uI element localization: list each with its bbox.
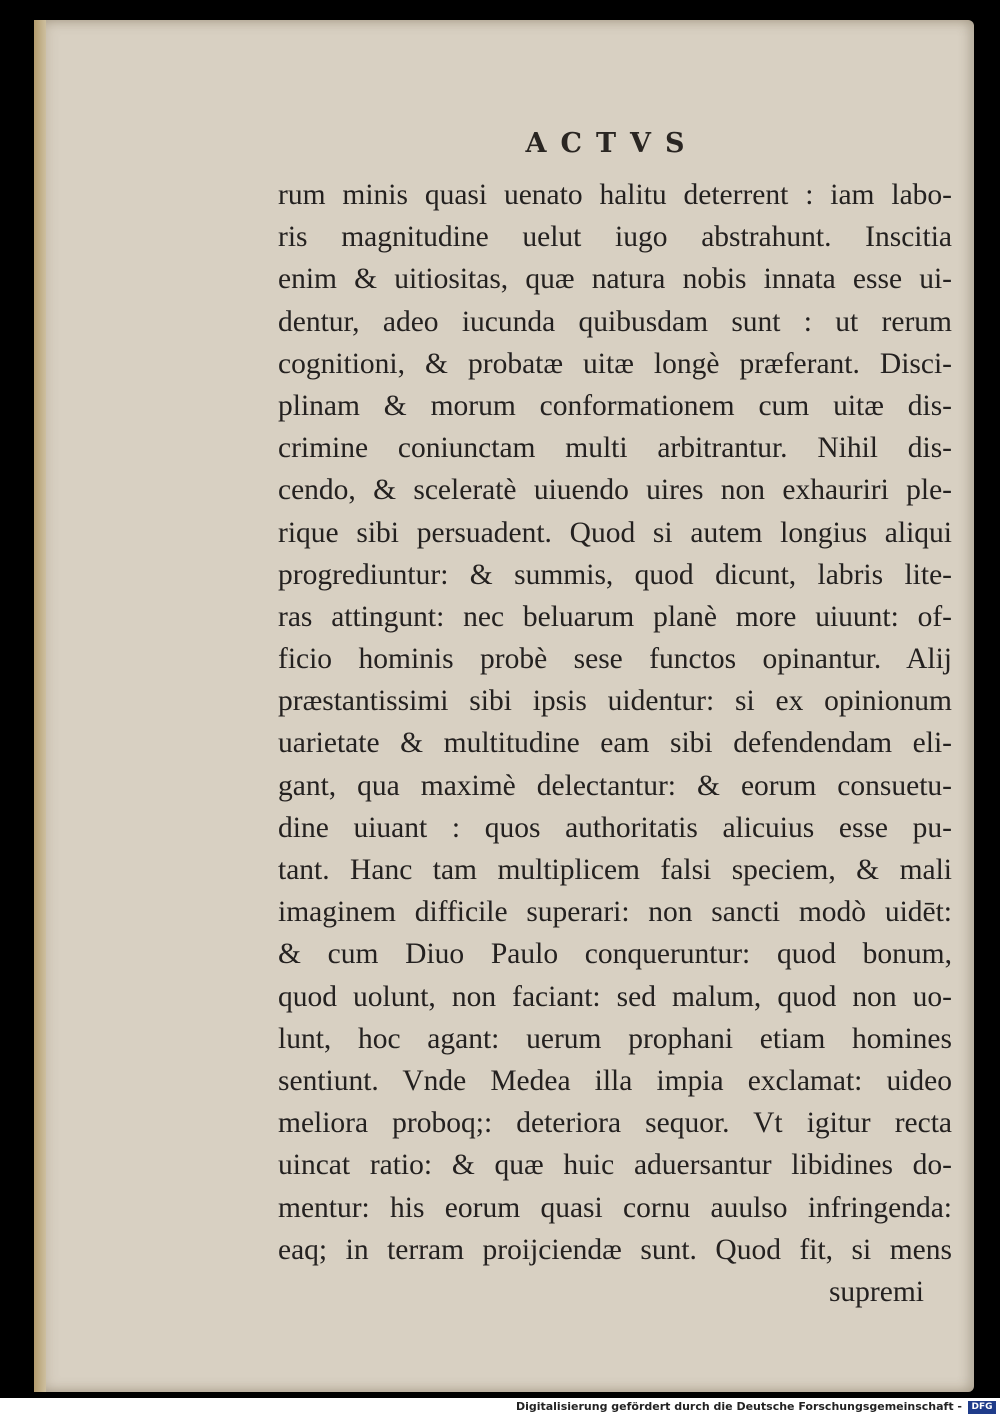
- text-line: tant. Hanc tam multiplicem falsi speciem, & mali: [278, 854, 952, 886]
- text-line: quod uolunt, non faciant: sed malum, quod non uo-: [278, 980, 952, 1013]
- text-line: præstantissimi sibi ipsis uidentur: si ex opinionum: [278, 685, 952, 718]
- text-line: dentur, adeo iucunda quibusdam sunt : ut rerum: [278, 305, 952, 338]
- text-line: ficio hominis probè sese functos opinantur. Alij: [278, 643, 952, 676]
- text-line: dine uiuant : quos authoritatis alicuius esse pu-: [278, 811, 952, 844]
- dfg-logo: DFG: [968, 1401, 996, 1414]
- text-block: [278, 174, 952, 1313]
- text-line: cognitioni, & probatæ uitæ longè præferant. Disci-: [278, 347, 952, 380]
- text-line: ras attingunt: nec beluarum planè more uiuunt: of-: [278, 600, 952, 633]
- text-line: lunt, hoc agant: uerum prophani etiam homines: [278, 1022, 952, 1055]
- page-edge: [34, 20, 46, 1392]
- text-line: gant, qua maximè delectantur: & eorum consuetu-: [278, 769, 952, 802]
- text-line: plinam & morum conformationem cum uitæ dis-: [278, 389, 952, 422]
- text-line: mentur: his eorum quasi cornu auulso infringenda:: [278, 1191, 952, 1224]
- text-line: rum minis quasi uenato halitu deterrent : iam labo-: [278, 179, 952, 211]
- text-line: crimine coniunctam multi arbitrantur. Nihil dis-: [278, 432, 952, 465]
- catchword: supremi: [828, 1275, 924, 1308]
- text-line: sentiunt. Vnde Medea illa impia exclamat: uideo: [278, 1064, 952, 1097]
- text-line: eaq; in terram proijciendæ sunt. Quod fit, si mens: [278, 1233, 952, 1266]
- text-line: progrediuntur: & summis, quod dicunt, labris lite-: [278, 558, 952, 591]
- text-line: enim & uitiositas, quæ natura nobis innata esse ui-: [278, 263, 952, 296]
- funding-credit: Digitalisierung gefördert durch die Deutsche Forschungsgemeinschaft -: [515, 1400, 962, 1413]
- text-line: & cum Diuo Paulo conqueruntur: quod bonum,: [278, 938, 952, 971]
- footer-bar: [0, 1398, 1000, 1418]
- text-line: ris magnitudine uelut iugo abstrahunt. Inscitia: [278, 221, 952, 254]
- text-line: rique sibi persuadent. Quod si autem longius aliqui: [278, 516, 952, 549]
- text-line: imaginem difficile superari: non sancti modò uidēt:: [278, 896, 952, 929]
- text-line: uarietate & multitudine eam sibi defendendam eli-: [278, 727, 952, 760]
- running-head: ACTVS: [525, 128, 699, 159]
- text-line: cendo, & sceleratè uiuendo uires non exhauriri ple-: [278, 474, 952, 507]
- text-line: meliora proboq;: deteriora sequor. Vt igitur recta: [278, 1107, 952, 1140]
- text-line: uincat ratio: & quæ huic aduersantur libidines do-: [278, 1149, 952, 1182]
